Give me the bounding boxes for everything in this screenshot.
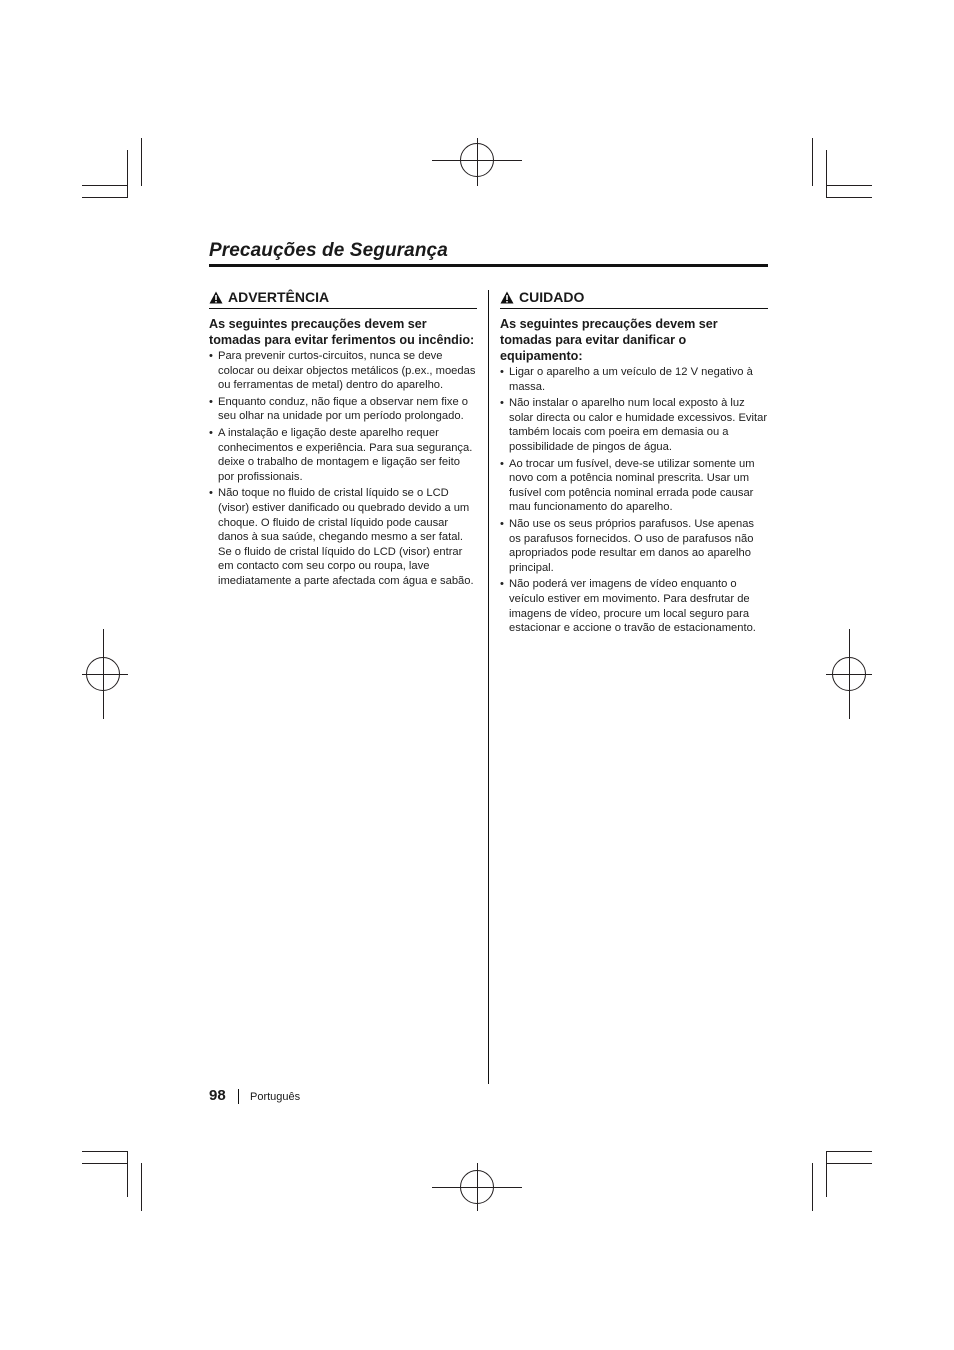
list-item bbox=[500, 365, 768, 394]
page-title: Precauções de Segurança bbox=[209, 240, 448, 261]
list-item-text: Não toque no fluido de cristal líquido se o LCD (visor) estiver danificado ou quebrado devido a um choque. O fluido de cristal líquido pode causar danos à sua saúde, chegando mesmo a ser fatal. bbox=[218, 487, 470, 544]
bullet-icon: • bbox=[209, 487, 213, 500]
warning-intro: As seguintes precauções devem ser tomadas para evitar ferimentos ou incêndio: bbox=[209, 317, 475, 347]
bullet-icon: • bbox=[500, 457, 504, 470]
list-item-text: Ao trocar um fusível, deve-se utilizar somente um novo com a potência nominal prescrita. Usar um fusível com potência nominal errada pode causar mau funcionamento do aparelho. bbox=[509, 457, 755, 514]
warning-continuation: Se o fluido de cristal líquido do LCD (visor) entrar em contacto com seu corpo ou roupa, lave imediatamente a parte afectada com água e sabão. bbox=[218, 545, 474, 587]
bullet-icon: • bbox=[500, 366, 504, 378]
list-item bbox=[500, 577, 768, 635]
list-item-text: Para prevenir curtos-circuitos, nunca se deve colocar ou deixar objectos metálicos (p.ex., moedas ou ferramentas de metal) dentro do aparelho. bbox=[218, 350, 476, 392]
bullet-icon: • bbox=[500, 578, 504, 591]
caution-intro: As seguintes precauções devem ser tomadas para evitar danificar o equipamento: bbox=[500, 317, 718, 363]
list-item bbox=[500, 396, 768, 454]
list-item-text: Não instalar o aparelho num local exposto à luz solar directa ou calor e humidade excessivos. Evitar também locais com poeira em demasia ou a possibilidade de pingos de água. bbox=[509, 397, 768, 453]
caution-list bbox=[500, 365, 768, 636]
title-rule bbox=[209, 264, 768, 267]
warning-section bbox=[209, 287, 477, 589]
list-item bbox=[209, 395, 477, 424]
bullet-icon: • bbox=[209, 350, 213, 362]
warning-triangle-icon bbox=[209, 291, 223, 304]
warning-list bbox=[209, 349, 477, 545]
list-item-text: Ligar o aparelho a um veículo de 12 V negativo à massa. bbox=[509, 366, 753, 393]
bullet-icon: • bbox=[209, 426, 213, 439]
bullet-icon: • bbox=[500, 397, 504, 410]
caution-heading-rule bbox=[500, 308, 768, 309]
list-item bbox=[500, 457, 768, 515]
list-item bbox=[209, 486, 477, 544]
list-item-text: Não poderá ver imagens de vídeo enquanto o veículo estiver em movimento. Para desfrutar de imagens de vídeo, procure um local seguro para estacionar e accione o travão de estacionamento. bbox=[509, 578, 756, 635]
column-divider bbox=[488, 290, 489, 1084]
caution-heading bbox=[500, 287, 768, 307]
bullet-icon: • bbox=[209, 395, 213, 408]
list-item-text: Não use os seus próprios parafusos. Use apenas os parafusos fornecidos. O uso de parafusos não apropriados pode resultar em danos ao aparelho principal. bbox=[509, 517, 755, 574]
bullet-icon: • bbox=[500, 517, 504, 530]
warning-heading-rule bbox=[209, 308, 477, 309]
list-item-text: Enquanto conduz, não fique a observar nem fixe o seu olhar na unidade por um período prolongado. bbox=[218, 395, 469, 423]
page-number: 98 bbox=[209, 1087, 226, 1104]
caution-heading-label: CUIDADO bbox=[519, 289, 585, 305]
list-item bbox=[500, 517, 768, 575]
footer-separator bbox=[238, 1089, 239, 1104]
list-item bbox=[209, 349, 477, 393]
warning-heading bbox=[209, 287, 477, 307]
list-item bbox=[209, 426, 477, 484]
caution-section bbox=[500, 287, 768, 638]
warning-heading-label: ADVERTÊNCIA bbox=[228, 289, 330, 305]
footer-language: Português bbox=[250, 1091, 301, 1103]
warning-triangle-icon bbox=[500, 291, 514, 304]
list-item-text: A instalação e ligação deste aparelho requer conhecimentos e experiência. Para sua segurança. deixe o trabalho de montagem e ligação ser feito por profissionais. bbox=[218, 426, 473, 483]
